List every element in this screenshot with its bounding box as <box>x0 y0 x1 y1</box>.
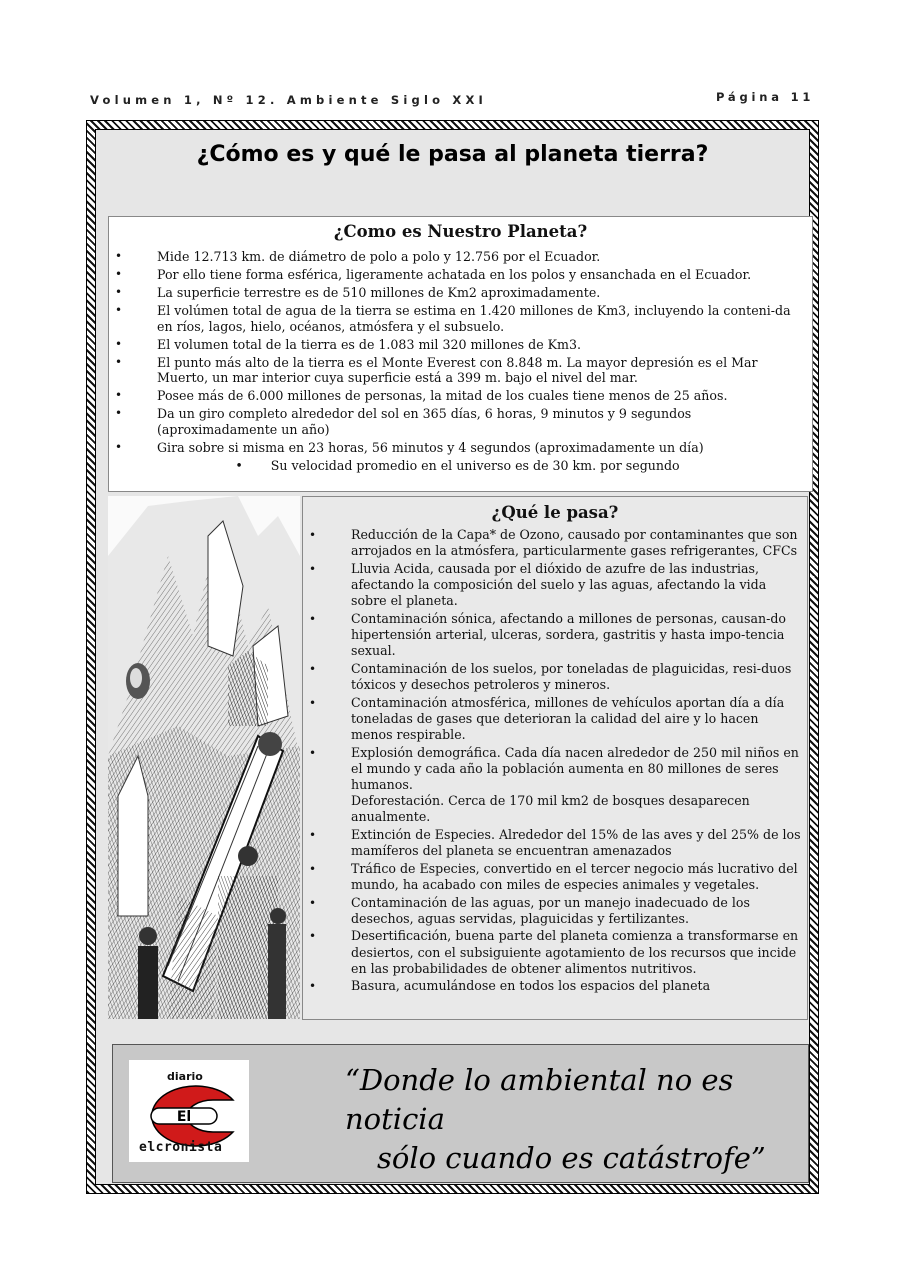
list-item <box>303 745 807 826</box>
list-item: • Da un giro completo alrededor del sol en 365 días, 6 horas, 9 minutos y 9 segundos (aproximadamente un año) <box>109 406 812 437</box>
content-panel <box>95 129 810 1185</box>
list-item: • Contaminación sónica, afectando a millones de personas, causan-do hipertensión arterial, ulceras, sordera, gastritis y hasta impo-tencia sexual. <box>303 611 807 660</box>
quote-text <box>303 1061 783 1178</box>
decorative-border-frame <box>86 120 819 1194</box>
list-item: • Extinción de Especies. Alrededor del 15% de las aves y del 25% de los mamíferos del planeta se encuentran amenazados <box>303 827 807 859</box>
logo-name: elcronista <box>139 1140 223 1155</box>
list-item: • Por ello tiene forma esférica, ligeramente achatada en los polos y ensanchada en el Ecuador. <box>109 267 812 283</box>
list-item: • Mide 12.713 km. de diámetro de polo a polo y 12.756 por el Ecuador. <box>109 249 812 265</box>
list-item-text: Explosión demográfica. Cada día nacen alrededor de 250 mil niños en el mundo y cada año la población aumenta en 80 millones de seres humanos. <box>351 744 799 792</box>
threats-list <box>303 527 807 996</box>
list-item-text: Deforestación. Cerca de 170 mil km2 de bosques desaparecen anualmente. <box>351 793 750 825</box>
threats-box <box>302 496 808 1020</box>
article-title: ¿Cómo es y qué le pasa al planeta tierra? <box>196 142 709 167</box>
planet-facts-list <box>109 249 812 476</box>
list-item: • Contaminación atmosférica, millones de vehículos aportan día a día toneladas de gases que deterioran la calidad del aire y lo hacen menos respirable. <box>303 695 807 744</box>
page-number: Página 11 <box>716 90 815 104</box>
elcronista-logo <box>129 1060 249 1162</box>
threats-heading: ¿Qué le pasa? <box>491 503 619 522</box>
list-item: • Desertificación, buena parte del planeta comienza a transformarse en desiertos, con el subsiguiente agotamiento de los recursos que incide en las probabilidades de obtener alimentos nutritivos. <box>303 928 807 977</box>
list-item: • Reducción de la Capa* de Ozono, causado por contaminantes que son arrojados en la atmósfera, particularmente gases refrigerantes, CFCs <box>303 527 807 559</box>
list-item-text: Su velocidad promedio en el universo es de 30 km. por segundo <box>270 457 680 473</box>
engraving-illustration <box>108 496 300 1019</box>
list-item: • Basura, acumulándose en todos los espacios del planeta <box>303 978 807 994</box>
quote-line-2: sólo cuando es catástrofe” <box>377 1141 766 1175</box>
page-header-left: Volumen 1, Nº 12. Ambiente Siglo XXI <box>90 93 487 107</box>
list-item: • Contaminación de los suelos, por toneladas de plaguicidas, resi-duos tóxicos y desechos petroleros y mineros. <box>303 661 807 693</box>
quote-banner <box>112 1044 809 1183</box>
list-item: • El volumen total de la tierra es de 1.083 mil 320 millones de Km3. <box>109 337 812 353</box>
list-item: • Posee más de 6.000 millones de personas, la mitad de los cuales tiene menos de 25 años. <box>109 388 812 404</box>
quote-line-1: “Donde lo ambiental no es noticia <box>345 1063 734 1136</box>
list-item: • Gira sobre si misma en 23 horas, 56 minutos y 4 segundos (aproximadamente un día) <box>109 440 812 456</box>
logo-mark-text: El <box>176 1109 192 1125</box>
list-item: • Su velocidad promedio en el universo es de 30 km. por segundo <box>235 457 680 473</box>
list-item: • Tráfico de Especies, convertido en el tercer negocio más lucrativo del mundo, ha acabado con miles de especies animales y vegetales. <box>303 861 807 893</box>
list-item: • Lluvia Acida, causada por el dióxido de azufre de las industrias, afectando la composición del suelo y las aguas, afectando la vida sobre el planeta. <box>303 561 807 610</box>
telescope-engraving-image <box>108 496 300 1019</box>
list-item: • El volúmen total de agua de la tierra se estima en 1.420 millones de Km3, incluyendo la conteni-da en ríos, lagos, hielo, océanos, atmósfera y el subsuelo. <box>109 303 812 334</box>
list-item: • La superficie terrestre es de 510 millones de Km2 aproximadamente. <box>109 285 812 301</box>
planet-facts-heading: ¿Como es Nuestro Planeta? <box>333 222 588 241</box>
logo-top-text: diario <box>167 1070 203 1083</box>
list-item: • El punto más alto de la tierra es el Monte Everest con 8.848 m. La mayor depresión es el Mar Muerto, un mar interior cuya superficie está a 399 m. bajo el nivel del mar. <box>109 355 812 386</box>
planet-facts-box <box>108 216 813 492</box>
list-item: • Contaminación de las aguas, por un manejo inadecuado de los desechos, aguas servidas, plaguicidas y fertilizantes. <box>303 895 807 927</box>
